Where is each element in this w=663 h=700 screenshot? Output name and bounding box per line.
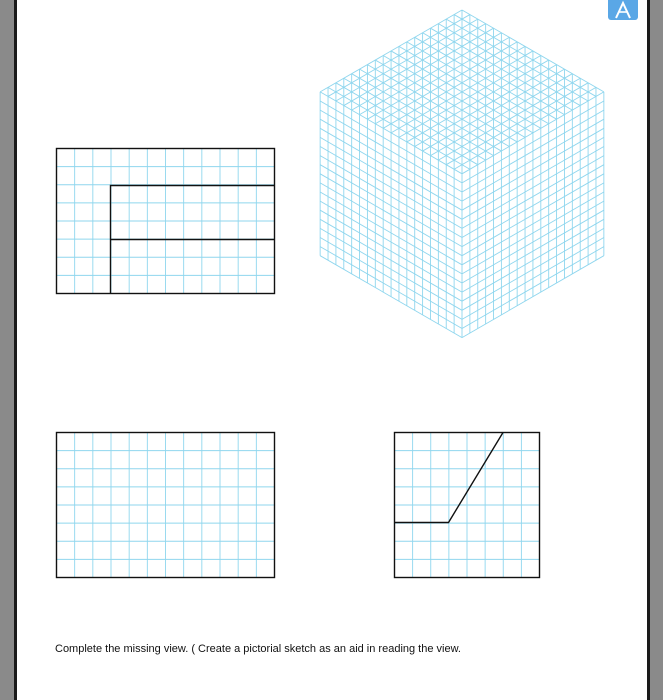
- top-view: [57, 149, 275, 294]
- side-view-grid: [395, 433, 540, 578]
- top-view-grid: [57, 149, 275, 294]
- side-view: [395, 433, 540, 578]
- top-view-feature-lines: [111, 186, 275, 294]
- isometric-grid: [320, 10, 604, 338]
- instruction-text: Complete the missing view. ( Create a pictorial sketch as an aid in reading the view.: [55, 643, 461, 655]
- front-view-grid: [57, 433, 275, 578]
- front-view: [57, 433, 275, 578]
